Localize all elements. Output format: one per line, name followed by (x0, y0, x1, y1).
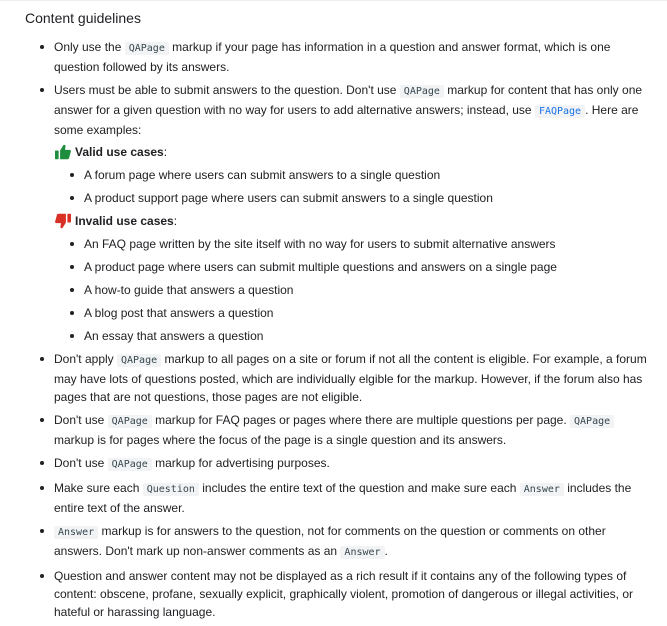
code-qapage: QAPage (125, 42, 169, 55)
code-answer: Answer (340, 546, 384, 559)
valid-colon: : (163, 145, 168, 159)
valid-use-cases (54, 143, 652, 345)
text: markup for content that has only one answer for a given question with no way for users to add alternative answers; instead, use (54, 83, 643, 117)
code-answer: Answer (520, 483, 564, 496)
text: markup for advertising purposes. (151, 456, 330, 470)
invalid-item: A how-to guide that answers a question (84, 281, 652, 299)
text: Only use the (54, 40, 125, 54)
text: Question and answer content may not be displayed as a rich result if it contains any of the following types of content: obscene, profane, sexually explicit, graphically violent, promotion of dangerous or illegal activities, or hateful or harassing language. (54, 569, 633, 619)
text: Users must be able to submit answers to the question. Don't use (54, 83, 400, 97)
text: . Here are some examples: (54, 103, 639, 137)
valid-title: Valid use cases (75, 145, 164, 159)
invalid-use-cases-heading (54, 212, 652, 230)
guidelines-list (38, 38, 652, 626)
text: Make sure each (54, 481, 143, 495)
text: Don't use (54, 456, 108, 470)
invalid-item: A blog post that answers a question (84, 304, 652, 322)
guideline-item-7 (38, 522, 652, 562)
code-qapage: QAPage (570, 415, 614, 428)
invalid-list (54, 235, 652, 345)
top-divider (0, 0, 667, 1)
code-qapage: QAPage (117, 354, 161, 367)
code-qapage: QAPage (400, 85, 444, 98)
code-question: Question (143, 483, 199, 496)
code-faqpage: FAQPage (535, 105, 585, 118)
valid-item: A forum page where users can submit answers to a single question (84, 166, 652, 184)
text: Don't use (54, 413, 108, 427)
invalid-colon: : (173, 214, 178, 228)
thumbs-down-icon (54, 213, 72, 229)
text: markup if your page has information in a question and answer format, which is one question followed by its answers. (54, 40, 611, 74)
text: markup for FAQ pages or pages where there are multiple questions per page. (151, 413, 571, 427)
valid-item: A product support page where users can submit answers to a single question (84, 189, 652, 207)
invalid-item: An essay that answers a question (84, 327, 652, 345)
guideline-item-4 (38, 411, 652, 449)
code-answer: Answer (54, 526, 98, 539)
text: includes the entire text of the question and make sure each (198, 481, 520, 495)
guideline-item-5 (38, 454, 652, 474)
faqpage-link[interactable] (535, 103, 585, 117)
guideline-item-8 (38, 567, 652, 621)
thumbs-up-icon (54, 144, 72, 160)
text: markup is for answers to the question, not for comments on the question or comments on other answers. Don't mark up non-answer comments as an (54, 524, 606, 558)
guideline-item-2 (38, 81, 652, 345)
section-heading: Content guidelines (25, 10, 141, 26)
code-qapage: QAPage (108, 415, 152, 428)
invalid-title: Invalid use cases (75, 214, 174, 228)
code-qapage: QAPage (108, 458, 152, 471)
text: includes the entire text of the answer. (54, 481, 632, 515)
text: markup to all pages on a site or forum if not all the content is eligible. For example, a forum may have lots of questions posted, which are individually elgible for the markup. However, if the forum also has pages that are not questions, those pages are not eligible. (54, 352, 647, 404)
guideline-item-3 (38, 350, 652, 406)
invalid-item: An FAQ page written by the site itself with no way for users to submit alternative answers (84, 235, 652, 253)
valid-list (54, 166, 652, 207)
text: Don't apply (54, 352, 117, 366)
text: . (384, 544, 388, 558)
guideline-item-6 (38, 479, 652, 517)
valid-use-cases-heading (54, 143, 652, 161)
guideline-item-1 (38, 38, 652, 76)
invalid-item: A product page where users can submit multiple questions and answers on a single page (84, 258, 652, 276)
text: markup is for pages where the focus of the page is a single question and its answers. (54, 433, 507, 447)
